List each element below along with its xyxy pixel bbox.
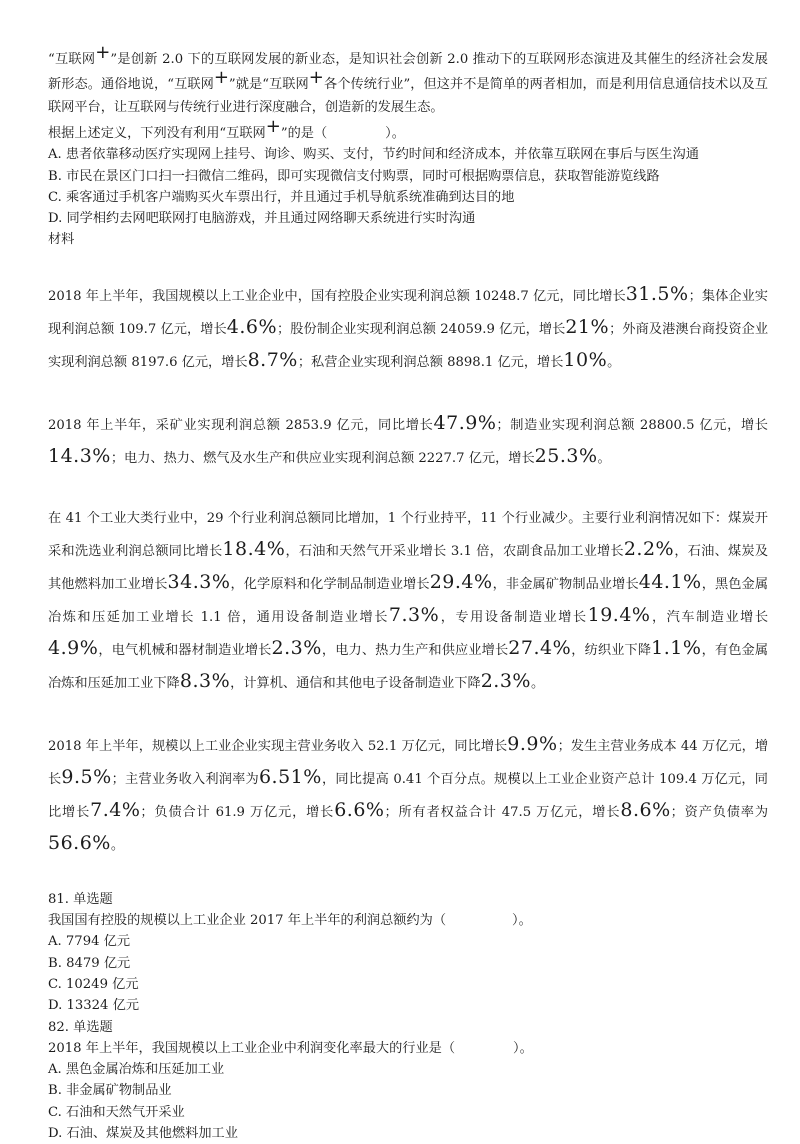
option-d[interactable]: D. 同学相约去网吧联网打电脑游戏，并且通过网络聊天系统进行实时沟通 xyxy=(48,211,476,227)
value-label: 14.3% xyxy=(48,444,111,467)
q81-option-c[interactable]: C. 10249 亿元 xyxy=(48,976,139,992)
material-label: 材料 xyxy=(48,232,75,248)
value-label: 8.6% xyxy=(620,798,671,821)
value-label: 6.51% xyxy=(258,765,322,788)
definition-question xyxy=(48,116,768,251)
value-label: 8.3% xyxy=(179,669,231,692)
definition-text: ”是创新 2.0 下的互联网发展的新业态，是知识社会创新 2.0 推动下的互联网形态演进及其催生的经济社会发展新形态。通俗地说，“互联网 xyxy=(48,52,768,92)
value-label: 7.4% xyxy=(90,798,141,821)
q81-option-d[interactable]: D. 13324 亿元 xyxy=(48,998,140,1014)
definition-text: 各个传统行业”，但这并不是简单的两者相加，而是利用信息通信技术以及互联网平台，让互联网与传统行业进行深度融合，创造新的发展生态。 xyxy=(48,77,768,115)
question-82 xyxy=(48,1017,768,1144)
value-label: 21% xyxy=(565,315,610,338)
q81-option-a[interactable]: A. 7794 亿元 xyxy=(48,934,131,950)
plus-sign: + xyxy=(95,42,111,63)
option-c[interactable]: C. 乘客通过手机客户端购买火车票出行，并且通过手机导航系统准确到达目的地 xyxy=(48,189,515,205)
material-paragraph-2: 2018 年上半年，采矿业实现利润总额 2853.9 亿元，同比增长47.9%；制造业实现利润总额 28800.5 亿元，增长14.3%；电力、热力、燃气及水生产和供应业实现利润总额 2227.7 亿元，增长25.3%。 xyxy=(48,411,768,467)
value-label: 2.2% xyxy=(623,537,675,560)
material-paragraph-4: 2018 年上半年，规模以上工业企业实现主营业务收入 52.1 万亿元，同比增长9.9%；发生主营业务成本 44 万亿元，增长9.5%；主营业务收入利润率为6.51%，同比提高 0.41 个百分点。规模以上工业企业资产总计 109.4 万亿元，同比增长7.4%；负债合计 61.9 万亿元，增长6.6%；所有者权益合计 47.5 万亿元，增长8.6%；资产负债率为56.6%。 xyxy=(48,732,769,854)
document-page xyxy=(48,42,769,1144)
material-paragraph-3: 在 41 个工业大类行业中，29 个行业利润总额同比增加，1 个行业持平，11 个行业减少。主要行业利润情况如下：煤炭开采和洗选业利润总额同比增长18.4%，石油和天然气开采业增长 3.1 倍，农副食品加工业增长2.2%，石油、煤炭及其他燃料加工业增长34.3%，化学原料和化学制品制造业增长29.4%，非金属矿物制品业增长44.1%，黑色金属冶炼和压延加工业增长 1.1 倍，通用设备制造业增长7.3%，专用设备制造业增长19.4%，汽车制造业增长4.9%，电气机械和器材制造业增长2.3%，电力、热力生产和供应业增长27.4%，纺织业下降1.1%，有色金属冶炼和压延加工业下降8.3%，计算机、通信和其他电子设备制造业下降2.3%。 xyxy=(48,510,769,692)
question-81 xyxy=(48,889,768,1017)
q81-option-b[interactable]: B. 8479 亿元 xyxy=(48,955,131,971)
value-label: 1.1% xyxy=(651,636,702,659)
value-label: 2.3% xyxy=(480,669,531,692)
definition-text: ”就是“互联网 xyxy=(228,77,309,92)
plus-sign: + xyxy=(213,67,229,88)
q82-option-b[interactable]: B. 非金属矿物制品业 xyxy=(48,1083,172,1099)
value-label: 25.3% xyxy=(534,444,598,467)
material-paragraph-1: 2018 年上半年，我国规模以上工业企业中，国有控股企业实现利润总额 10248.7 亿元，同比增长31.5%；集体企业实现利润总额 109.7 亿元，增长4.6%；股份制企业实现利润总额 24059.9 亿元，增长21%；外商及港澳台商投资企业实现利润总额 8197.6 亿元，增长8.7%；私营企业实现利润总额 8898.1 亿元，增长10%。 xyxy=(48,282,769,371)
question-81-label: 81. 单选题 xyxy=(48,891,113,907)
value-label: 34.3% xyxy=(167,570,231,593)
value-label: 18.4% xyxy=(222,537,286,560)
value-label: 4.9% xyxy=(48,636,99,659)
q82-option-d[interactable]: D. 石油、煤炭及其他燃料加工业 xyxy=(48,1126,238,1142)
question-stem: 根据上述定义，下列没有利用“互联网+”的是（ ）。 xyxy=(48,116,405,141)
plus-sign: + xyxy=(308,67,324,88)
definition-text: “互联网 xyxy=(48,52,96,67)
value-label: 47.9% xyxy=(433,411,497,434)
value-label: 9.9% xyxy=(507,732,558,755)
value-label: 2.3% xyxy=(271,636,322,659)
q82-option-a[interactable]: A. 黑色金属冶炼和压延加工业 xyxy=(48,1062,225,1078)
value-label: 7.3% xyxy=(388,603,440,626)
value-label: 4.6% xyxy=(226,315,278,338)
question-82-stem: 2018 年上半年，我国规模以上工业企业中利润变化率最大的行业是（ ）。 xyxy=(48,1040,533,1056)
question-82-label: 82. 单选题 xyxy=(48,1019,113,1035)
value-label: 44.1% xyxy=(638,570,702,593)
value-label: 56.6% xyxy=(48,831,111,854)
value-label: 8.7% xyxy=(247,348,298,371)
q82-option-c[interactable]: C. 石油和天然气开采业 xyxy=(48,1104,185,1120)
value-label: 29.4% xyxy=(429,570,493,593)
definition-paragraph xyxy=(48,42,768,119)
plus-sign: + xyxy=(265,116,281,137)
value-label: 6.6% xyxy=(334,798,385,821)
value-label: 31.5% xyxy=(625,282,689,305)
option-a[interactable]: A. 患者依靠移动医疗实现网上挂号、询诊、购买、支付，节约时间和经济成本，并依靠互联网在事后与医生沟通 xyxy=(48,147,699,163)
value-label: 10% xyxy=(563,348,608,371)
value-label: 27.4% xyxy=(508,636,572,659)
question-81-stem: 我国国有控股的规模以上工业企业 2017 年上半年的利润总额约为（ ）。 xyxy=(48,913,532,929)
option-b[interactable]: B. 市民在景区门口扫一扫微信二维码，即可实现微信支付购票，同时可根据购票信息，获取智能游览线路 xyxy=(48,168,660,184)
value-label: 9.5% xyxy=(61,765,112,788)
value-label: 19.4% xyxy=(587,603,651,626)
